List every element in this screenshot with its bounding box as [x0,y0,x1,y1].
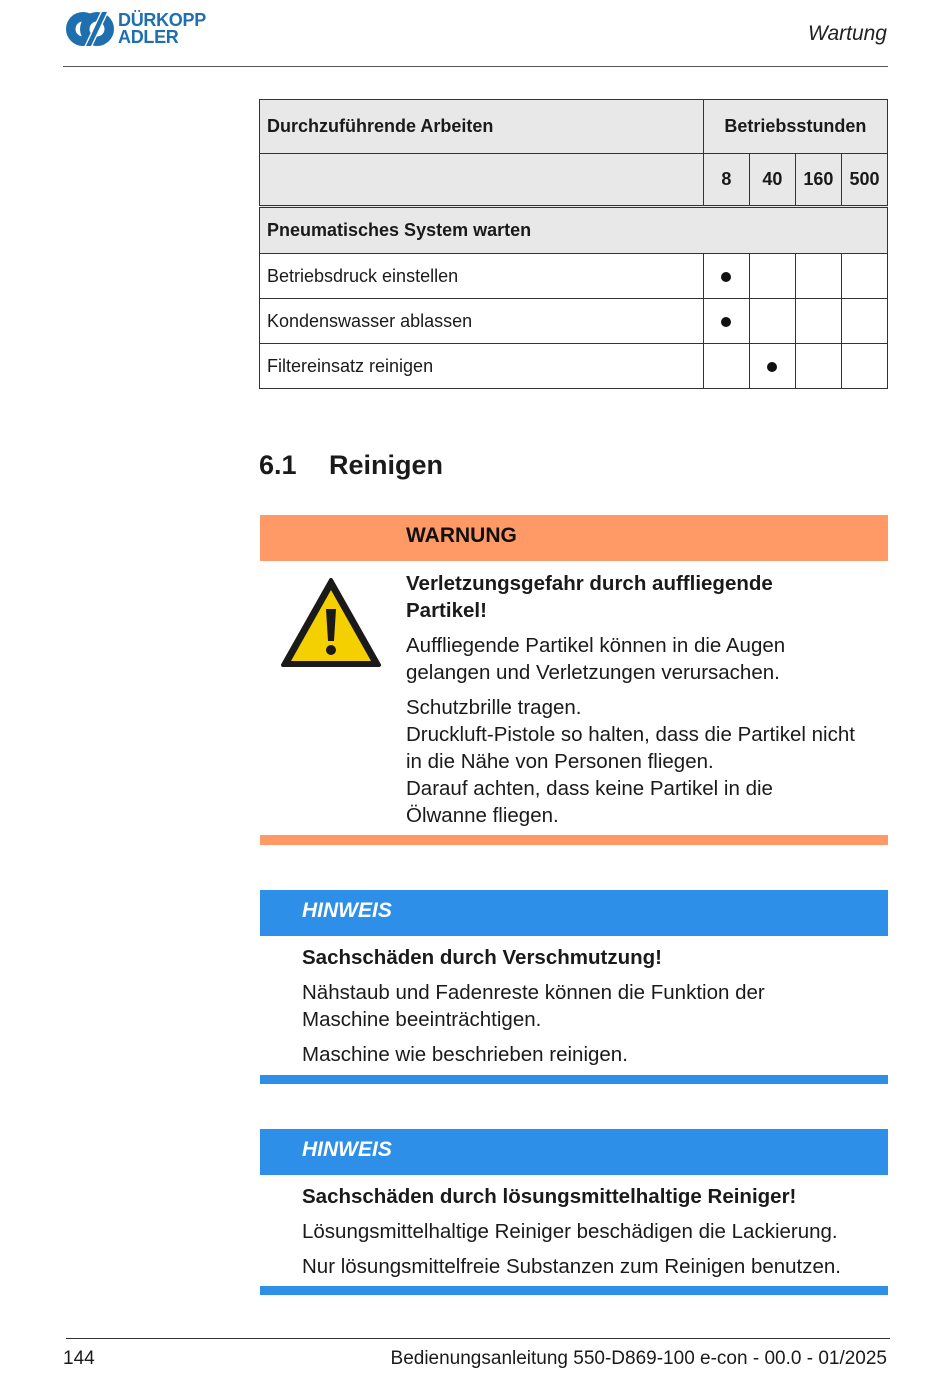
section-heading-title: Reinigen [329,450,444,480]
mark-cell [749,344,795,389]
mark-cell [841,254,887,299]
interval-40: 40 [749,154,795,207]
warning-hazard-line-2: Partikel! [406,599,487,622]
column-header-task: Durchzuführende Arbeiten [260,100,704,154]
warning-hazard-line-1: Verletzungsgefahr durch auffliegende [406,572,773,595]
header-divider [63,66,888,67]
notice-text-line-2: Maschine beeinträchtigen. [302,1008,542,1031]
mark-cell [749,254,795,299]
group-title: Pneumatisches System warten [260,207,888,254]
warning-action-3-line-2: Ölwanne fliegen. [406,804,559,827]
notice-content [302,944,888,1068]
maintenance-table [259,99,888,389]
warning-bottom-rule [260,835,888,845]
notice-text: Lösungsmittelhaltige Reiniger beschädigen die Lackierung. [302,1220,838,1243]
table-interval-row [260,154,888,207]
warning-action-1: Schutzbrille tragen. [406,696,582,719]
notice-text-line-1: Nähstaub und Fadenreste können die Funktion der [302,981,765,1004]
mark-cell [841,344,887,389]
notice-bottom-rule [260,1075,888,1084]
interval-header-empty [260,154,704,207]
logo-line-1: DÜRKOPP [118,10,206,30]
document-identifier: Bedienungsanleitung 550-D869-100 e-con - 00.0 - 01/2025 [390,1348,887,1369]
bullet-mark-icon [767,362,777,372]
table-row [260,254,888,299]
mark-cell [795,344,841,389]
notice-heading: Sachschäden durch lösungsmittelhaltige Reiniger! [302,1185,797,1208]
mark-cell [749,299,795,344]
task-name: Kondenswasser ablassen [260,299,704,344]
interval-160: 160 [795,154,841,207]
mark-cell [703,254,749,299]
section-heading [259,450,443,481]
warning-content [406,570,888,829]
notice-action: Maschine wie beschrieben reinigen. [302,1043,628,1066]
task-name: Filtereinsatz reinigen [260,344,704,389]
mark-cell [703,299,749,344]
notice-heading: Sachschäden durch Verschmutzung! [302,946,662,969]
mark-cell [795,299,841,344]
warning-action-2-line-1: Druckluft-Pistole so halten, dass die Partikel nicht [406,723,855,746]
page-number: 144 [63,1348,95,1369]
column-header-hours: Betriebsstunden [703,100,887,154]
task-name: Betriebsdruck einstellen [260,254,704,299]
notice-label: HINWEIS [302,899,392,922]
warning-banner [260,515,888,561]
duerkopp-adler-logo-icon [63,9,115,49]
table-group-row [260,207,888,254]
brand-logo [63,8,206,50]
footer-divider [66,1338,890,1339]
warning-label: WARNUNG [406,524,517,547]
notice-label: HINWEIS [302,1138,392,1161]
interval-500: 500 [841,154,887,207]
logo-line-2: ADLER [118,27,179,47]
interval-8: 8 [703,154,749,207]
mark-cell [703,344,749,389]
notice-action: Nur lösungsmittelfreie Substanzen zum Reinigen benutzen. [302,1255,841,1278]
mark-cell [841,299,887,344]
warning-action-3-line-1: Darauf achten, dass keine Partikel in die [406,777,773,800]
warning-consequence-line-2: gelangen und Verletzungen verursachen. [406,661,780,684]
section-number: 6.1 [259,450,297,480]
notice-bottom-rule [260,1286,888,1295]
table-header-row [260,100,888,154]
section-title: Wartung [808,22,887,45]
table-row [260,344,888,389]
bullet-mark-icon [721,272,731,282]
table-row [260,299,888,344]
warning-action-2-line-2: in die Nähe von Personen fliegen. [406,750,714,773]
warning-consequence-line-1: Auffliegende Partikel können in die Augen [406,634,786,657]
logo-wordmark [118,12,206,46]
warning-triangle-icon [280,577,382,669]
bullet-mark-icon [721,317,731,327]
notice-content [302,1183,888,1280]
mark-cell [795,254,841,299]
